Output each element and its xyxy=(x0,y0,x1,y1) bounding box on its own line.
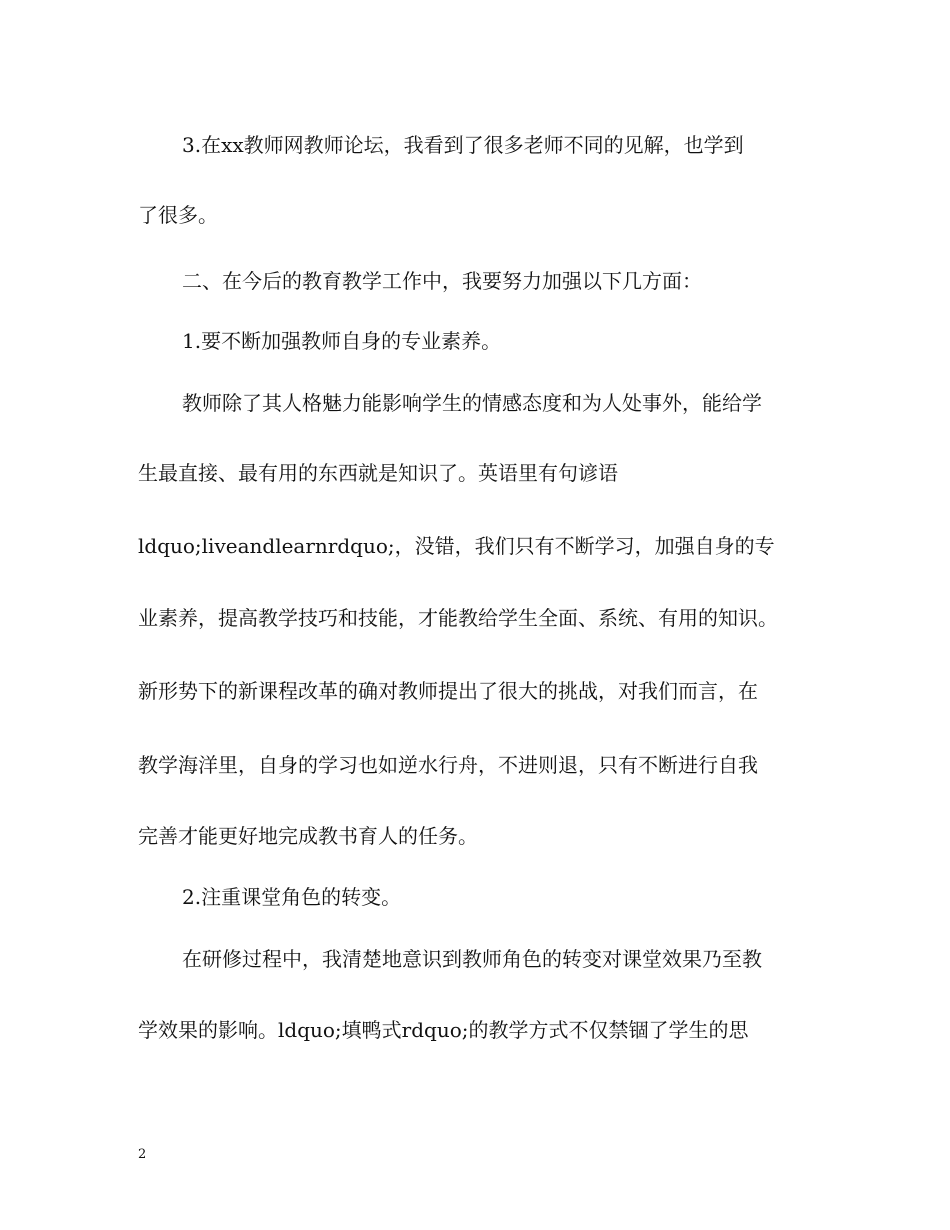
paragraph-line: 新形势下的新课程改革的确对教师提出了很大的挑战，对我们而言，在 xyxy=(138,679,758,703)
subheading: 1.要不断加强教师自身的专业素养。 xyxy=(182,329,502,353)
paragraph-line: ldquo;liveandlearnrdquo;，没错，我们只有不断学习，加强自身的专 xyxy=(138,534,775,558)
paragraph-line: 教师除了其人格魅力能影响学生的情感态度和为人处事外，能给学 xyxy=(182,391,762,415)
paragraph-line: 3.在xx教师网教师论坛，我看到了很多老师不同的见解，也学到 xyxy=(182,133,744,157)
paragraph-line: 在研修过程中，我清楚地意识到教师角色的转变对课堂效果乃至教 xyxy=(182,947,762,971)
paragraph-line: 教学海洋里，自身的学习也如逆水行舟，不进则退，只有不断进行自我 xyxy=(138,753,758,777)
subheading: 2.注重课堂角色的转变。 xyxy=(182,885,402,909)
paragraph-line: 完善才能更好地完成教书育人的任务。 xyxy=(138,824,478,848)
page-number: 2 xyxy=(138,1147,147,1162)
paragraph-line: 业素养，提高教学技巧和技能，才能教给学生全面、系统、有用的知识。 xyxy=(138,606,778,630)
paragraph-line: 学效果的影响。ldquo;填鸭式rdquo;的教学方式不仅禁锢了学生的思 xyxy=(138,1018,749,1042)
section-heading: 二、在今后的教育教学工作中，我要努力加强以下几方面： xyxy=(182,269,702,293)
paragraph-line: 了很多。 xyxy=(138,203,218,227)
paragraph-line: 生最直接、最有用的东西就是知识了。英语里有句谚语 xyxy=(138,461,618,485)
